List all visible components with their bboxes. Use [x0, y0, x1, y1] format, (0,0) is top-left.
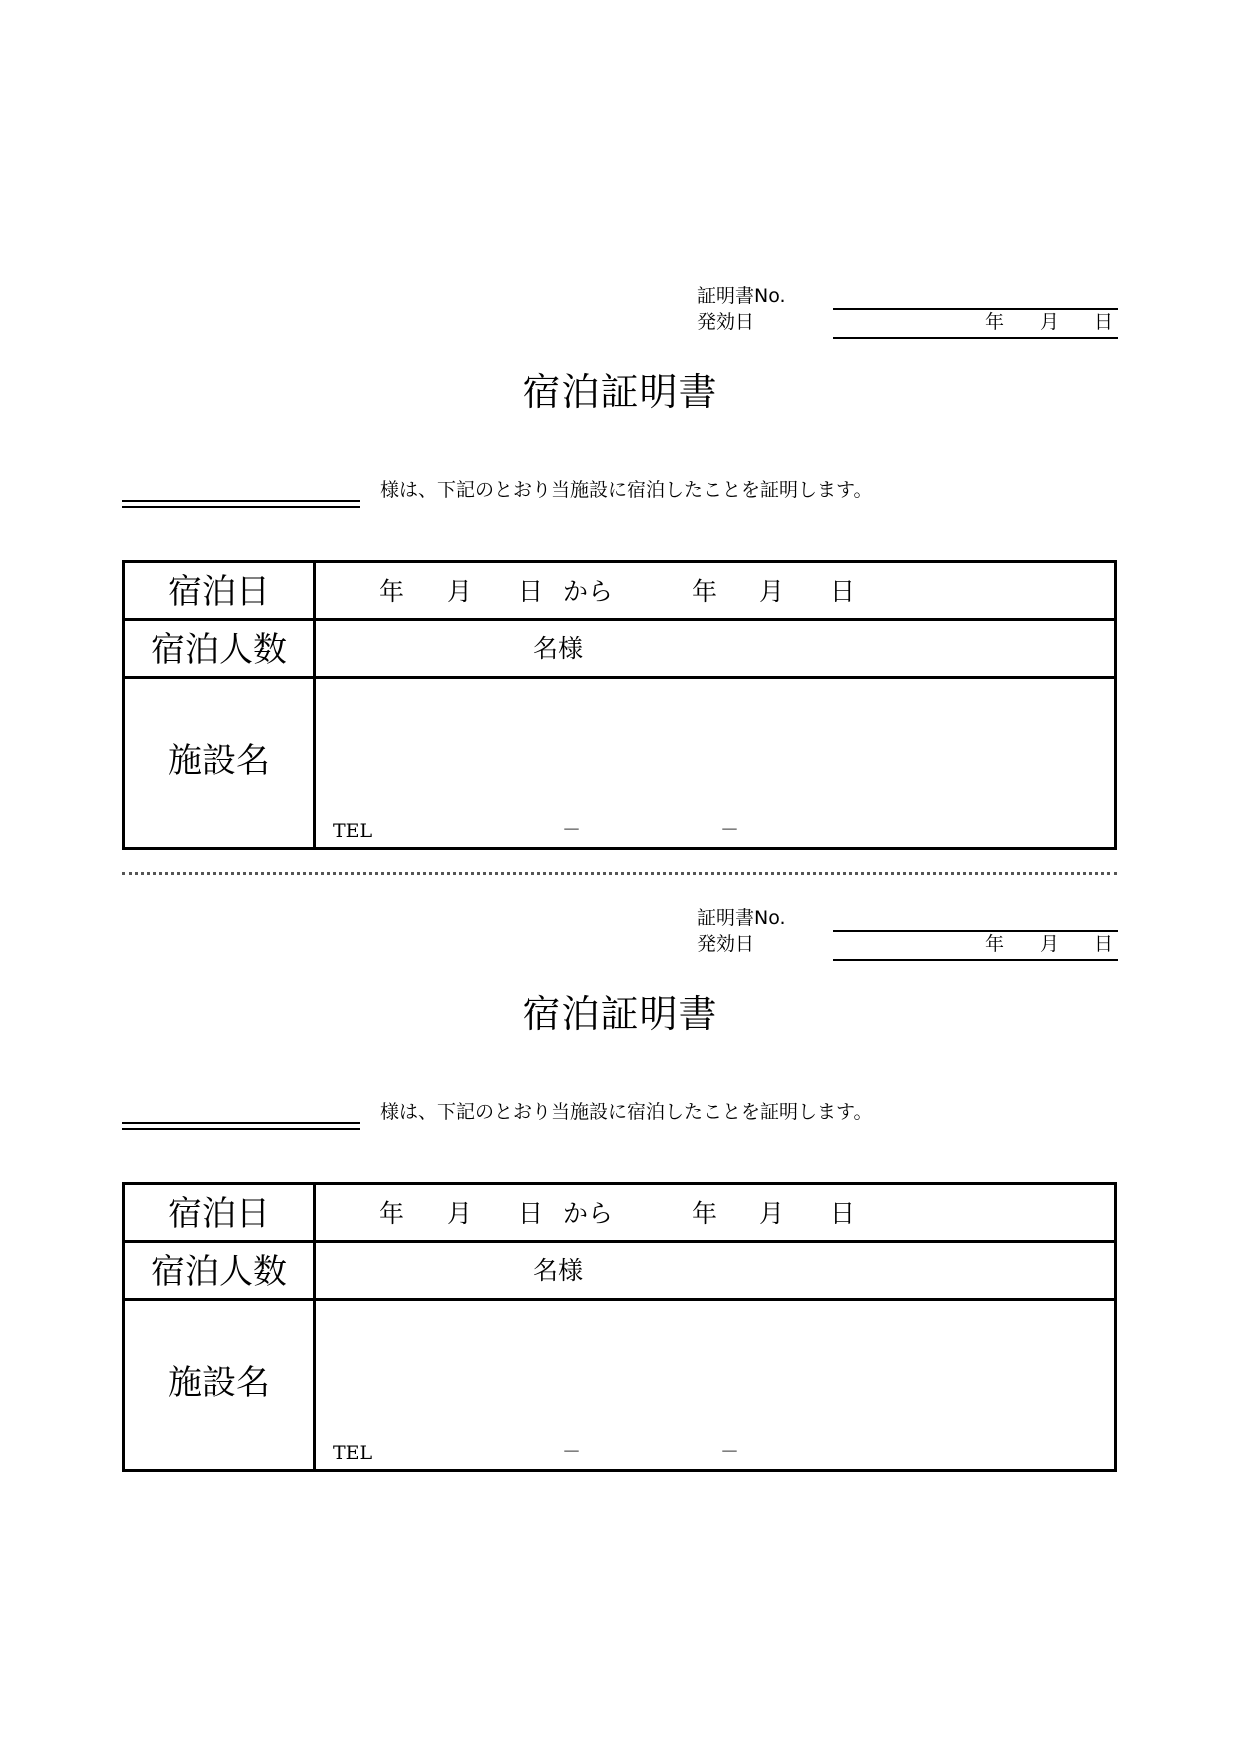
- guest-name-field: [122, 1122, 360, 1130]
- tel-label: TEL: [333, 820, 373, 842]
- table-row-divider: [125, 1240, 1114, 1243]
- stay-end-month-unit: 月: [759, 577, 785, 606]
- certificate-bottom: [0, 622, 1240, 1464]
- stay-from-text: から: [563, 1199, 614, 1228]
- document-title: 宿泊証明書: [522, 370, 718, 414]
- tel-separator: －: [720, 1441, 740, 1463]
- facility-name-label: 施設名: [168, 1363, 270, 1403]
- issue-year-unit: 年: [985, 933, 1005, 955]
- guest-count-unit: 名様: [533, 634, 584, 663]
- tel-separator: －: [720, 819, 740, 841]
- guest-count-unit: 名様: [533, 1256, 584, 1285]
- stay-end-year-unit: 年: [692, 577, 718, 606]
- stay-end-year-unit: 年: [692, 1199, 718, 1228]
- certificate-top: [0, 0, 1240, 842]
- table-row-divider: [125, 618, 1114, 621]
- certificate-no-field: [833, 930, 1118, 932]
- guest-count-label: 宿泊人数: [151, 1252, 287, 1292]
- table-column-divider: [313, 1185, 316, 1469]
- stay-start-month-unit: 月: [447, 1199, 473, 1228]
- document-title: 宿泊証明書: [522, 992, 718, 1036]
- stay-end-day-unit: 日: [830, 1199, 856, 1228]
- guest-count-label: 宿泊人数: [151, 630, 287, 670]
- issue-month-unit: 月: [1040, 311, 1060, 333]
- certificate-no-label: 証明書No.: [697, 285, 786, 307]
- issue-month-unit: 月: [1040, 933, 1060, 955]
- stay-start-year-unit: 年: [379, 1199, 405, 1228]
- certification-statement: 様は、下記のとおり当施設に宿泊したことを証明します。: [380, 479, 873, 501]
- stay-date-label: 宿泊日: [168, 572, 270, 612]
- stay-from-text: から: [563, 577, 614, 606]
- stay-start-day-unit: 日: [518, 1199, 544, 1228]
- stay-start-day-unit: 日: [518, 577, 544, 606]
- issue-date-field: [833, 959, 1118, 961]
- tel-label: TEL: [333, 1442, 373, 1464]
- issue-date-label: 発効日: [697, 311, 755, 333]
- table-row-divider: [125, 1298, 1114, 1301]
- issue-year-unit: 年: [985, 311, 1005, 333]
- tel-separator: －: [562, 819, 582, 841]
- stay-date-label: 宿泊日: [168, 1194, 270, 1234]
- issue-day-unit: 日: [1094, 933, 1114, 955]
- stay-start-month-unit: 月: [447, 577, 473, 606]
- stay-end-month-unit: 月: [759, 1199, 785, 1228]
- certificate-no-label: 証明書No.: [697, 907, 786, 929]
- issue-day-unit: 日: [1094, 311, 1114, 333]
- issue-date-label: 発効日: [697, 933, 755, 955]
- guest-name-field: [122, 500, 360, 508]
- stay-start-year-unit: 年: [379, 577, 405, 606]
- tel-separator: －: [562, 1441, 582, 1463]
- certification-statement: 様は、下記のとおり当施設に宿泊したことを証明します。: [380, 1101, 873, 1123]
- issue-date-field: [833, 337, 1118, 339]
- stay-details-table: [122, 1182, 1117, 1472]
- certificate-no-field: [833, 308, 1118, 310]
- facility-name-label: 施設名: [168, 741, 270, 781]
- stay-end-day-unit: 日: [830, 577, 856, 606]
